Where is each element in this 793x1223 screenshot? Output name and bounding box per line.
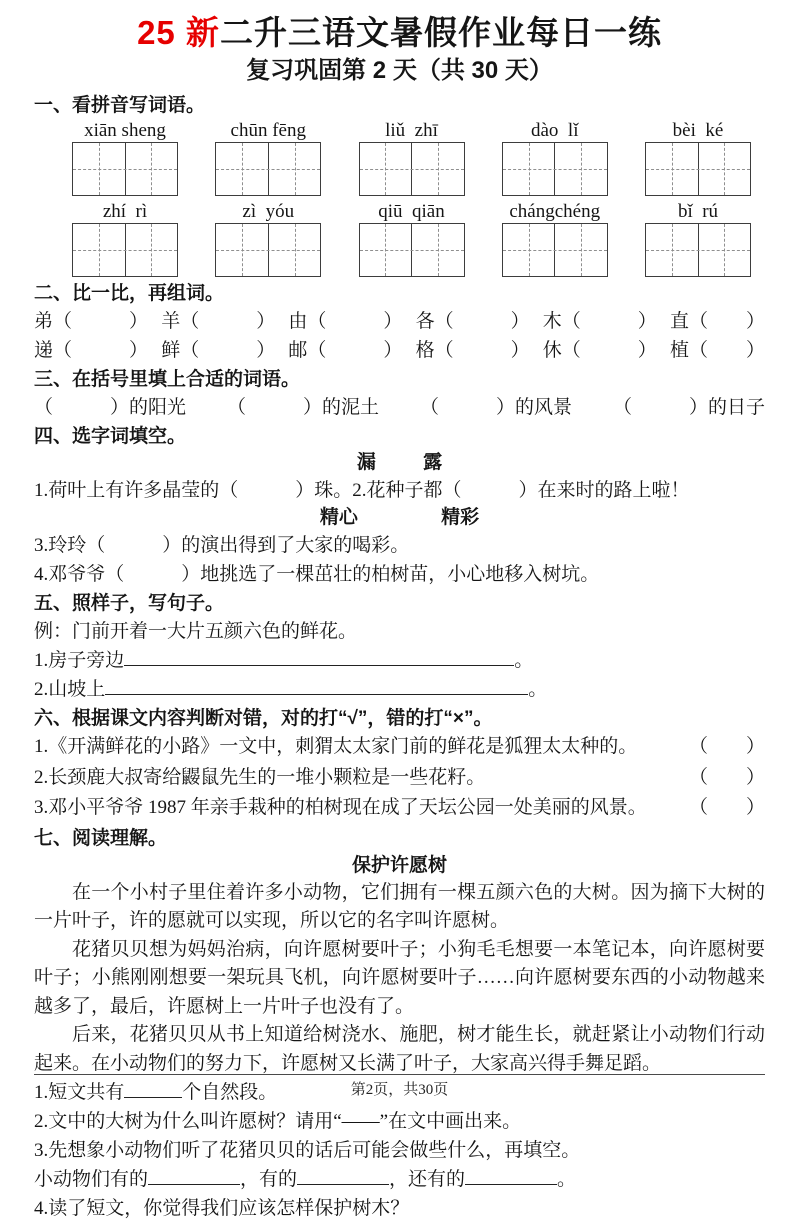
answer-blank-line [297, 1171, 389, 1185]
title-black-part: 二升三语文暑假作业每日一练 [219, 14, 662, 51]
writing-cell [216, 143, 268, 195]
section4-heading: 四、选字词填空。 [34, 426, 187, 447]
answer-blank-line [105, 681, 528, 695]
writing-cell [554, 143, 607, 195]
judge-answer-slot: （ ） [688, 766, 765, 788]
reading-question-4: 4.读了短文，你觉得我们应该怎样保护树木？ [34, 1198, 410, 1219]
pinyin-label: chángchéng [509, 201, 601, 222]
writing-cell [411, 143, 464, 195]
writing-cell [73, 143, 125, 195]
option-char: 漏 [356, 452, 376, 473]
pinyin-word-group [72, 200, 178, 277]
pinyin-label: qiū qiān [378, 201, 445, 222]
pinyin-label: zì yóu [242, 201, 295, 222]
passage-paragraph: 花猪贝贝想为妈妈治病，向许愿树要叶子；小狗毛毛想要一本笔记本，向许愿树要叶子；小熊刚刚想要一架玩具飞机，向许愿树要叶子……向许愿树要东西的小动物越来越多了，最后，许愿树上一片叶子也没有了。 [34, 938, 765, 1017]
page-title [34, 12, 765, 54]
compare-words-row-2 [34, 336, 765, 365]
pinyin-label: zhí rì [102, 201, 148, 222]
example-sentence: 例：门前开着一大片五颜六色的鲜花。 [34, 621, 358, 642]
writing-grid-box [502, 223, 608, 277]
section7-heading: 七、阅读理解。 [34, 827, 168, 849]
compare-word-item: 邮（ ） [288, 340, 403, 361]
question-suffix: 个自然段。 [182, 1082, 278, 1103]
compare-word-item: 由（ ） [288, 311, 403, 332]
writing-grid-box [72, 142, 178, 196]
pinyin-word-group [215, 200, 321, 277]
compare-word-item: 木（ ） [542, 311, 657, 332]
option-word: 精彩 [441, 507, 480, 528]
reading-question-3-fill [34, 1165, 765, 1194]
compare-word-item: 休（ ） [542, 340, 657, 361]
writing-cell [503, 143, 555, 195]
writing-grid-box [645, 142, 751, 196]
sentence-period: 。 [528, 679, 548, 700]
pinyin-label: dào lǐ [531, 120, 579, 141]
fill-text: 。 [557, 1169, 577, 1190]
option-char: 露 [423, 452, 443, 473]
writing-grid-box [502, 142, 608, 196]
fill-phrase-item: （ ）的阳光 [34, 397, 187, 418]
fill-sentence-1-2: 1.荷叶上有许多晶莹的（ ）珠。2.花种子都（ ）在来时的路上啦！ [34, 480, 690, 501]
fill-sentence-3: 3.玲玲（ ）的演出得到了大家的喝彩。 [34, 535, 410, 556]
reading-question-2: 2.文中的大树为什么叫许愿树？请用“——”在文中画出来。 [34, 1111, 522, 1132]
writing-cell [646, 224, 698, 276]
compare-word-item: 鲜（ ） [161, 340, 276, 361]
passage-paragraph: 在一个小村子里住着许多小动物，它们拥有一棵五颜六色的大树。因为摘下大树的一片叶子，许的愿就可以实现，所以它的名字叫许愿树。 [34, 881, 765, 931]
writing-grid-box [359, 142, 465, 196]
compare-word-item: 格（ ） [415, 340, 530, 361]
section6-heading: 六、根据课文内容判断对错，对的打“√”，错的打“×”。 [34, 708, 493, 729]
fill-phrase-item: （ ）的日子 [612, 397, 765, 418]
pinyin-word-group [645, 200, 751, 277]
compare-word-item: 弟（ ） [34, 311, 149, 332]
judge-statement-2 [34, 763, 765, 794]
word-options-row-2 [34, 505, 765, 531]
pinyin-word-group [72, 119, 178, 196]
pinyin-label: liǔ zhī [385, 120, 438, 141]
compare-word-item: 植（ ） [669, 340, 765, 361]
compare-words-row-1 [34, 307, 765, 336]
question-prefix: 1.短文共有 [34, 1082, 125, 1103]
sentence-blank-2 [34, 675, 765, 704]
fill-text: 小动物们有的 [34, 1169, 149, 1190]
writing-cell [646, 143, 698, 195]
pinyin-word-group [645, 119, 751, 196]
page-footer [34, 1074, 765, 1099]
compare-word-item: 直（ ） [669, 311, 765, 332]
pinyin-word-group [502, 119, 608, 196]
pinyin-word-group [215, 119, 321, 196]
sentence-prefix: 1.房子旁边 [34, 650, 125, 671]
pinyin-word-group [359, 119, 465, 196]
pinyin-label: bèi ké [672, 120, 724, 141]
answer-blank-line [465, 1171, 557, 1185]
sentence-blank-1 [34, 646, 765, 675]
answer-blank-line [124, 652, 514, 666]
writing-grid-box [72, 223, 178, 277]
writing-cell [554, 224, 607, 276]
pinyin-label: xiān sheng [84, 120, 166, 141]
sentence-period: 。 [514, 650, 534, 671]
pinyin-word-group [502, 200, 608, 277]
passage-title: 保护许愿树 [351, 854, 447, 876]
pinyin-row-2 [72, 200, 751, 277]
page-subtitle: 复习巩固第 2 天（共 30 天） [246, 57, 553, 84]
judge-statement-1 [34, 732, 765, 763]
pinyin-word-group [359, 200, 465, 277]
fill-text: ，还有的 [389, 1169, 466, 1190]
fill-text: ，有的 [240, 1169, 298, 1190]
writing-cell [125, 143, 178, 195]
judge-statement-3 [34, 793, 765, 824]
writing-cell [360, 143, 412, 195]
writing-cell [216, 224, 268, 276]
title-red-part: 25 新 [137, 14, 220, 51]
pinyin-row-1 [72, 119, 751, 196]
section5-heading: 五、照样子，写句子。 [34, 593, 225, 614]
char-options-row-1 [34, 450, 765, 476]
fill-sentence-4: 4.邓爷爷（ ）地挑选了一棵茁壮的柏树苗，小心地移入树坑。 [34, 564, 600, 585]
fill-phrase-item: （ ）的泥土 [226, 397, 379, 418]
pinyin-label: chūn fēng [230, 120, 306, 141]
writing-cell [411, 224, 464, 276]
fill-phrase-item: （ ）的风景 [419, 397, 572, 418]
writing-grid-box [645, 223, 751, 277]
writing-grid-box [215, 142, 321, 196]
judge-answer-slot: （ ） [688, 736, 765, 757]
writing-cell [268, 143, 321, 195]
writing-grid-box [359, 223, 465, 277]
pinyin-label: bǐ rú [677, 201, 719, 222]
writing-cell [268, 224, 321, 276]
writing-cell [73, 224, 125, 276]
compare-word-item: 各（ ） [415, 311, 530, 332]
writing-grid-box [215, 223, 321, 277]
writing-cell [698, 143, 751, 195]
writing-cell [698, 224, 751, 276]
compare-word-item: 羊（ ） [161, 311, 276, 332]
judge-text: 2.长颈鹿大叔寄给鼹鼠先生的一堆小颗粒是一些花籽。 [34, 766, 486, 788]
page-number-label: 第2页，共30页 [350, 1082, 449, 1098]
reading-question-3: 3.先想象小动物们听了花猪贝贝的话后可能会做些什么，再填空。 [34, 1140, 581, 1161]
judge-text: 3.邓小平爷爷 1987 年亲手栽种的柏树现在成了天坛公园一处美丽的风景。 [34, 797, 647, 818]
answer-blank-line [148, 1171, 240, 1185]
writing-cell [360, 224, 412, 276]
judge-answer-slot: （ ） [688, 797, 765, 818]
section2-heading: 二、比一比，再组词。 [34, 283, 225, 304]
judge-text: 1.《开满鲜花的小路》一文中，刺猬太太家门前的鲜花是狐狸太太种的。 [34, 736, 638, 757]
option-word: 精心 [319, 507, 358, 528]
section3-heading: 三、在括号里填上合适的词语。 [34, 369, 301, 390]
section1-heading: 一、看拼音写词语。 [34, 95, 206, 116]
writing-cell [503, 224, 555, 276]
passage-paragraph: 后来，花猪贝贝从书上知道给树浇水、施肥，树才能生长，就赶紧让小动物们行动起来。在小动物们的努力下，许愿树又长满了叶子，大家高兴得手舞足蹈。 [34, 1024, 765, 1074]
writing-cell [125, 224, 178, 276]
fill-phrase-row [34, 393, 765, 422]
sentence-prefix: 2.山坡上 [34, 679, 106, 700]
compare-word-item: 递（ ） [34, 340, 149, 361]
